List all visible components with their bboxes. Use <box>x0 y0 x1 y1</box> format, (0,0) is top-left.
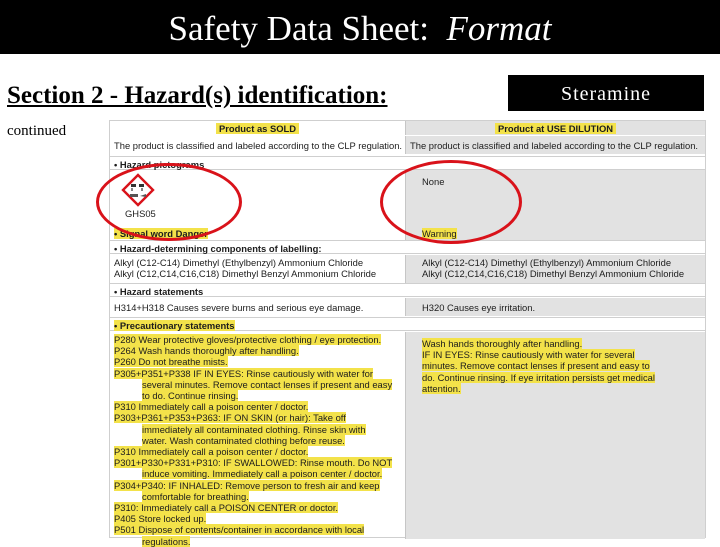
annotation-circle-left <box>96 163 242 241</box>
component-left-2: Alkyl (C12,C14,C16,C18) Dimethyl Benzyl Ammonium Chloride <box>114 268 377 280</box>
precautionary-right <box>406 332 705 539</box>
precautionary-left-line: P501 Dispose of contents/container in accordance with local <box>114 524 365 536</box>
slide-title-emphasis: Format <box>446 9 552 48</box>
precautionary-left <box>110 332 406 547</box>
classified-left: The product is classified and labeled according to the CLP regulation. <box>114 140 403 151</box>
components-heading: • Hazard-determining components of labelling: <box>110 240 705 254</box>
hazard-right: H320 Causes eye irritation. <box>422 302 536 313</box>
components-row <box>110 255 705 283</box>
precautionary-left-line: several minutes. Remove contact lenses if present and easy <box>142 378 393 390</box>
hazard-statements-row <box>110 298 705 316</box>
col-left-header: Product as SOLD <box>216 123 299 134</box>
precautionary-left-line: P301+P330+P331+P310: IF SWALLOWED: Rinse mouth. Do NOT <box>114 457 393 469</box>
continued-label: continued <box>7 123 67 139</box>
precautionary-right-line: minutes. Remove contact lenses if present and easy to <box>422 360 650 372</box>
hazard-left: H314+H318 Causes severe burns and serious eye damage. <box>114 302 364 313</box>
slide-title: Safety Data Sheet: <box>168 9 429 48</box>
annotation-circle-right <box>380 160 522 244</box>
hazard-statements-heading: • Hazard statements <box>110 283 705 297</box>
precautionary-left-line: P310 Immediately call a poison center / doctor. <box>114 401 309 413</box>
precautionary-left-line: P305+P351+P338 IF IN EYES: Rinse cautiously with water for <box>114 367 373 379</box>
product-name-box: Steramine <box>508 75 704 111</box>
precautionary-left-line: water. Wash contaminated clothing before reuse. <box>142 434 345 446</box>
component-right-1: Alkyl (C12-C14) Dimethyl (Ethylbenzyl) Ammonium Chloride <box>422 257 672 268</box>
classification-row <box>110 136 705 154</box>
precautionary-left-line: P260 Do not breathe mists. <box>114 356 228 368</box>
col-right-header: Product at USE DILUTION <box>495 123 616 134</box>
component-left-1: Alkyl (C12-C14) Dimethyl (Ethylbenzyl) Ammonium Chloride <box>114 257 364 268</box>
pictogram-code: GHS05 <box>125 208 156 219</box>
precautionary-left-line: immediately all contaminated clothing. Rinse skin with <box>142 423 366 435</box>
precautionary-right-line: IF IN EYES: Rinse cautiously with water for several <box>422 349 635 361</box>
signal-word-left: • Signal word Danger <box>114 228 208 239</box>
precautionary-left-line: P280 Wear protective gloves/protective clothing / eye protection. <box>114 334 382 345</box>
pictogram-none: None <box>422 176 445 187</box>
component-right-2: Alkyl (C12,C14,C16,C18) Dimethyl Benzyl Ammonium Chloride <box>422 268 685 280</box>
signal-word-right: Warning <box>422 228 457 239</box>
precautionary-left-line: P405 Store locked up. <box>114 513 207 525</box>
pictograms-heading: • Hazard pictograms <box>110 156 705 170</box>
slide-title-bar <box>0 0 720 54</box>
precautionary-right-line: do. Continue rinsing. If eye irritation persists get medical <box>422 371 655 383</box>
precautionary-right-line: attention. <box>422 382 461 394</box>
precautionary-left-line: P304+P340: IF INHALED: Remove person to fresh air and keep <box>114 479 380 491</box>
precautionary-heading: • Precautionary statements <box>114 320 235 331</box>
precautionary-left-line: regulations. <box>142 535 191 547</box>
column-header-row <box>110 121 705 135</box>
precautionary-right-line: Wash hands thoroughly after handling. <box>422 338 583 349</box>
precautionary-left-line: P310 Immediately call a poison center / doctor. <box>114 446 309 458</box>
precautionary-left-line: P264 Wash hands thoroughly after handling. <box>114 345 299 357</box>
precautionary-left-line: P303+P361+P353+P363: IF ON SKIN (or hair): Take off <box>114 412 346 424</box>
precautionary-left-line: induce vomiting. Immediately call a poison center / doctor. <box>142 468 383 480</box>
precautionary-left-line: to do. Continue rinsing. <box>142 390 239 402</box>
precautionary-left-line: comfortable for breathing. <box>142 490 249 502</box>
precautionary-left-line: P310: Immediately call a POISON CENTER or doctor. <box>114 502 339 514</box>
precautionary-row <box>110 332 705 547</box>
classified-right: The product is classified and labeled according to the CLP regulation. <box>410 140 699 151</box>
section-heading: Section 2 - Hazard(s) identification: <box>7 82 388 109</box>
